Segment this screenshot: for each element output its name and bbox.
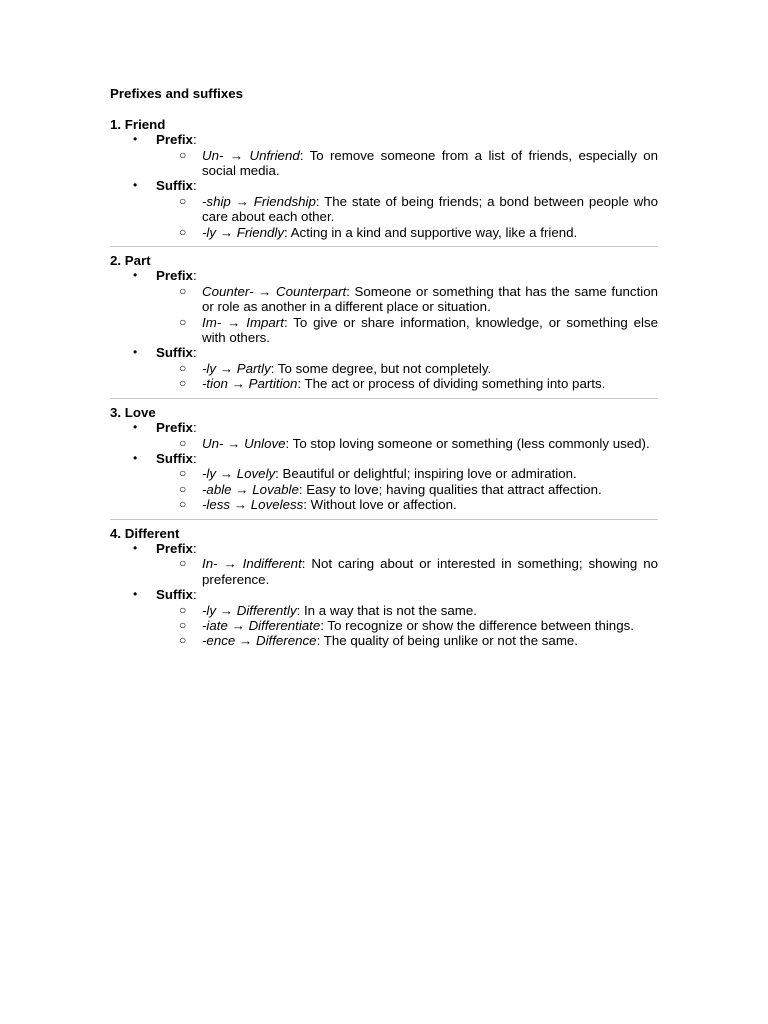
derived-word: Loveless	[250, 497, 304, 513]
arrow-icon: →	[227, 435, 241, 451]
group-line	[110, 541, 658, 556]
filled-bullet-icon: •	[133, 178, 138, 193]
group-label: Prefix	[156, 132, 193, 148]
affix-entry	[110, 194, 658, 225]
group-label: Suffix	[156, 345, 193, 361]
group-colon: :	[192, 132, 197, 148]
derived-word: Differentiate	[248, 617, 321, 633]
group-line	[110, 178, 658, 193]
document-page	[110, 86, 658, 649]
filled-bullet-icon: •	[133, 420, 138, 435]
group-line	[110, 345, 658, 360]
affix-term: Un-	[202, 147, 224, 163]
definition-text: : Beautiful or delightful; inspiring love or admiration.	[275, 466, 577, 482]
arrow-icon: →	[231, 617, 245, 633]
affix-term: Un-	[202, 435, 224, 451]
arrow-icon: →	[233, 497, 248, 513]
definition-text: : To some degree, but not completely.	[270, 360, 492, 376]
filled-bullet-icon: •	[133, 268, 138, 283]
hollow-bullet-icon: ○	[179, 283, 187, 298]
arrow-icon: →	[231, 376, 245, 392]
section-heading: 1. Friend	[110, 116, 166, 132]
arrow-icon: →	[219, 602, 234, 618]
hollow-bullet-icon: ○	[179, 360, 187, 375]
derived-word: Lovely	[236, 466, 276, 482]
affix-entry	[110, 556, 658, 587]
arrow-icon: →	[219, 466, 234, 482]
group-label: Prefix	[156, 268, 193, 284]
group-label: Prefix	[156, 420, 193, 436]
document-title: Prefixes and suffixes	[110, 86, 244, 101]
section-divider	[110, 246, 658, 247]
derived-word: Unlove	[244, 435, 286, 451]
section-heading: 3. Love	[110, 404, 156, 420]
group-colon: :	[192, 420, 197, 436]
hollow-bullet-icon: ○	[179, 435, 187, 450]
section	[110, 253, 658, 392]
derived-word: Partition	[248, 376, 298, 392]
group-colon: :	[192, 345, 197, 361]
affix-entry	[110, 148, 658, 179]
hollow-bullet-icon: ○	[179, 556, 187, 571]
affix-term: In-	[202, 556, 218, 572]
definition-text: : The act or process of dividing something into parts.	[297, 376, 606, 392]
hollow-bullet-icon: ○	[179, 481, 187, 496]
derived-word: Friendship	[253, 193, 316, 209]
group-line	[110, 587, 658, 602]
affix-term: -ly	[202, 360, 217, 376]
arrow-icon: →	[258, 283, 272, 299]
affix-group	[110, 132, 658, 178]
affix-entry	[110, 603, 658, 618]
section-heading: 4. Different	[110, 525, 180, 541]
affix-term: -less	[202, 497, 231, 513]
hollow-bullet-icon: ○	[179, 602, 187, 617]
affix-entry	[110, 466, 658, 481]
affix-group	[110, 451, 658, 513]
affix-term: Im-	[202, 314, 222, 330]
affix-term: -ly	[202, 466, 217, 482]
affix-entry	[110, 436, 658, 451]
affix-entry	[110, 361, 658, 376]
section-heading: 2. Part	[110, 253, 151, 269]
derived-word: Impart	[246, 314, 284, 330]
definition-text: : Easy to love; having qualities that attract affection.	[298, 481, 602, 497]
hollow-bullet-icon: ○	[179, 466, 187, 481]
definition-text: : To give or share information, knowledge, or something else with others.	[202, 314, 659, 346]
section-divider	[110, 519, 658, 520]
derived-word: Unfriend	[249, 147, 300, 163]
hollow-bullet-icon: ○	[179, 193, 187, 208]
group-label: Suffix	[156, 450, 193, 466]
definition-text: : Acting in a kind and supportive way, like a friend.	[284, 224, 578, 240]
definition-text: : Not caring about or interested in something; showing no preference.	[202, 556, 658, 587]
affix-term: -tion	[202, 376, 228, 392]
derived-word: Lovable	[252, 481, 299, 497]
hollow-bullet-icon: ○	[179, 224, 187, 239]
group-colon: :	[192, 450, 197, 466]
filled-bullet-icon: •	[133, 132, 138, 147]
arrow-icon: →	[219, 224, 234, 240]
section	[110, 526, 658, 649]
derived-word: Friendly	[236, 224, 285, 240]
derived-word: Counterpart	[276, 283, 347, 299]
definition-text: : To stop loving someone or something (less commonly used).	[285, 435, 650, 451]
hollow-bullet-icon: ○	[179, 376, 187, 391]
derived-word: Partly	[236, 360, 271, 376]
affix-entry	[110, 225, 658, 240]
group-line	[110, 420, 658, 435]
definition-text: : In a way that is not the same.	[296, 602, 477, 618]
group-colon: :	[192, 540, 197, 556]
definition-text: : To recognize or show the difference between things.	[320, 617, 634, 633]
affix-term: Counter-	[202, 283, 254, 299]
affix-entry	[110, 482, 658, 497]
arrow-icon: →	[223, 556, 237, 572]
definition-text: : Without love or affection.	[303, 497, 457, 513]
group-label: Suffix	[156, 178, 193, 194]
derived-word: Difference	[255, 633, 317, 649]
affix-entry	[110, 618, 658, 633]
affix-group	[110, 268, 658, 345]
hollow-bullet-icon: ○	[179, 147, 187, 162]
affix-group	[110, 420, 658, 451]
affix-group	[110, 345, 658, 391]
definition-text: : To remove someone from a list of friends, especially on social media.	[202, 147, 659, 179]
filled-bullet-icon: •	[133, 587, 138, 602]
affix-term: -ly	[202, 602, 217, 618]
section	[110, 405, 658, 513]
affix-group	[110, 541, 658, 587]
group-line	[110, 132, 658, 147]
definition-text: : The state of being friends; a bond between people who care about each other.	[202, 193, 659, 225]
derived-word: Differently	[236, 602, 297, 618]
filled-bullet-icon: •	[133, 540, 138, 555]
affix-term: -ence	[202, 633, 236, 649]
affix-entry	[110, 376, 658, 391]
hollow-bullet-icon: ○	[179, 617, 187, 632]
filled-bullet-icon: •	[133, 345, 138, 360]
affix-entry	[110, 284, 658, 315]
affix-term: -iate	[202, 617, 228, 633]
sections-container	[110, 117, 658, 649]
affix-entry	[110, 315, 658, 346]
affix-term: -ship	[202, 193, 231, 209]
arrow-icon: →	[227, 314, 241, 330]
affix-entry	[110, 497, 658, 512]
section-divider	[110, 398, 658, 399]
affix-term: -able	[202, 481, 232, 497]
hollow-bullet-icon: ○	[179, 633, 187, 648]
arrow-icon: →	[229, 147, 244, 163]
arrow-icon: →	[235, 481, 249, 497]
group-line	[110, 268, 658, 283]
group-colon: :	[192, 178, 197, 194]
affix-entry	[110, 633, 658, 648]
group-label: Suffix	[156, 587, 193, 603]
definition-text: : Someone or something that has the same function or role as another in a different place or situation.	[202, 283, 659, 315]
hollow-bullet-icon: ○	[179, 497, 187, 512]
hollow-bullet-icon: ○	[179, 314, 187, 329]
filled-bullet-icon: •	[133, 450, 138, 465]
affix-term: -ly	[202, 224, 217, 240]
group-label: Prefix	[156, 540, 193, 556]
group-colon: :	[192, 587, 197, 603]
group-colon: :	[192, 268, 197, 284]
arrow-icon: →	[235, 193, 249, 209]
affix-group	[110, 587, 658, 649]
derived-word: Indifferent	[242, 556, 302, 572]
arrow-icon: →	[219, 360, 234, 376]
group-line	[110, 451, 658, 466]
arrow-icon: →	[238, 633, 253, 649]
section	[110, 117, 658, 240]
affix-group	[110, 178, 658, 240]
definition-text: : The quality of being unlike or not the same.	[316, 633, 578, 649]
